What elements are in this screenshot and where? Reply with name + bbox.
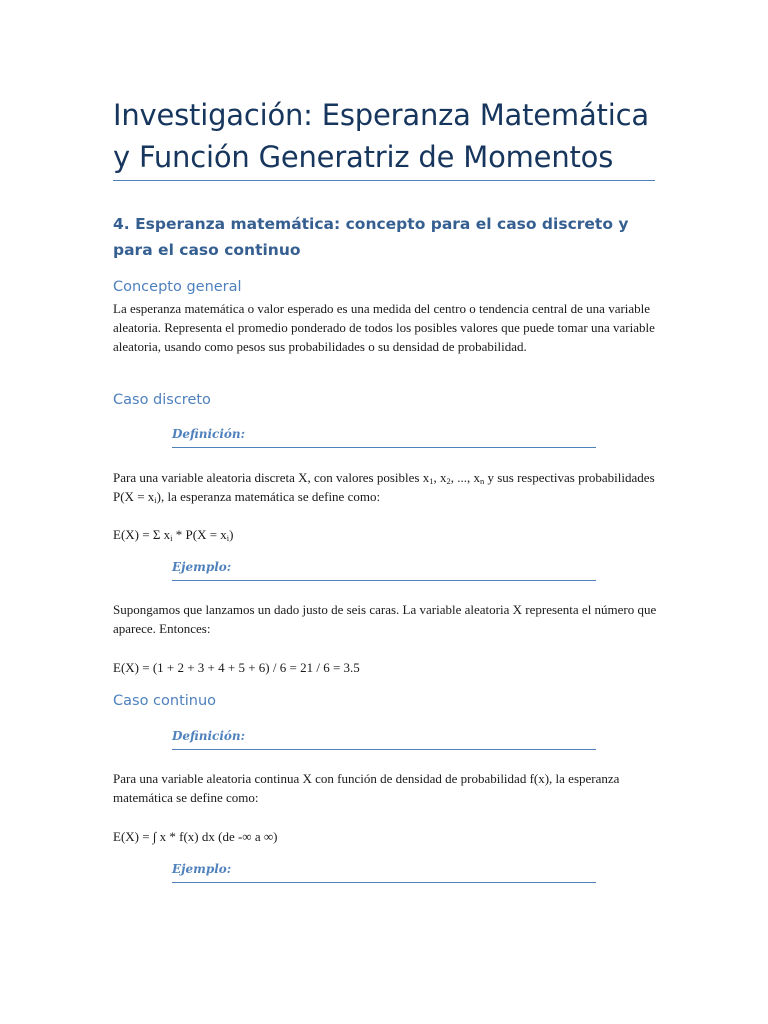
discreto-ejemplo-label: Ejemplo: <box>172 558 596 581</box>
title-underline <box>113 180 655 181</box>
concepto-paragraph: La esperanza matemática o valor esperado es una medida del centro o tendencia central de una variable aleatoria. Representa el promedio ponderado de todos los posibles valores que puede tomar una variable aleatoria, usando como pesos sus probabilidades o su densidad de probabilidad. <box>113 301 655 354</box>
discreto-formula: E(X) = Σ $x_i * P(X = x_i)$ <box>113 527 234 543</box>
continuo-ejemplo-label: Ejemplo: <box>172 860 596 883</box>
continuo-heading: Caso continuo <box>113 693 217 709</box>
continuo-formula: E(X) = ∫ x * f(x) dx (de -∞ a ∞) <box>113 829 278 844</box>
document-title: Investigación: Esperanza Matemática y Función Generatriz de Momentos <box>113 98 649 174</box>
discreto-definicion-paragraph: Para una variable aleatoria discreta X, con valores posibles $x_1$, $x_2$, ..., $x_n$ y sus respectivas probabilidades $P(X = x_i)$, la esperanza matemática se define como: <box>113 470 655 505</box>
section-heading: 4. Esperanza matemática: concepto para el caso discreto y para el caso continuo <box>113 215 629 259</box>
discreto-heading: Caso discreto <box>113 392 211 408</box>
continuo-definicion-paragraph: Para una variable aleatoria continua X con función de densidad de probabilidad f(x), la esperanza matemática se define como: <box>113 771 620 805</box>
continuo-definicion-label: Definición: <box>172 727 596 750</box>
concepto-heading: Concepto general <box>113 279 242 295</box>
discreto-ejemplo-paragraph: Supongamos que lanzamos un dado justo de seis caras. La variable aleatoria X representa el número que aparece. Entonces: <box>113 602 657 636</box>
discreto-definicion-label: Definición: <box>172 425 596 448</box>
discreto-ejemplo-formula: E(X) = (1 + 2 + 3 + 4 + 5 + 6) / 6 = 21 / 6 = 3.5 <box>113 660 360 675</box>
